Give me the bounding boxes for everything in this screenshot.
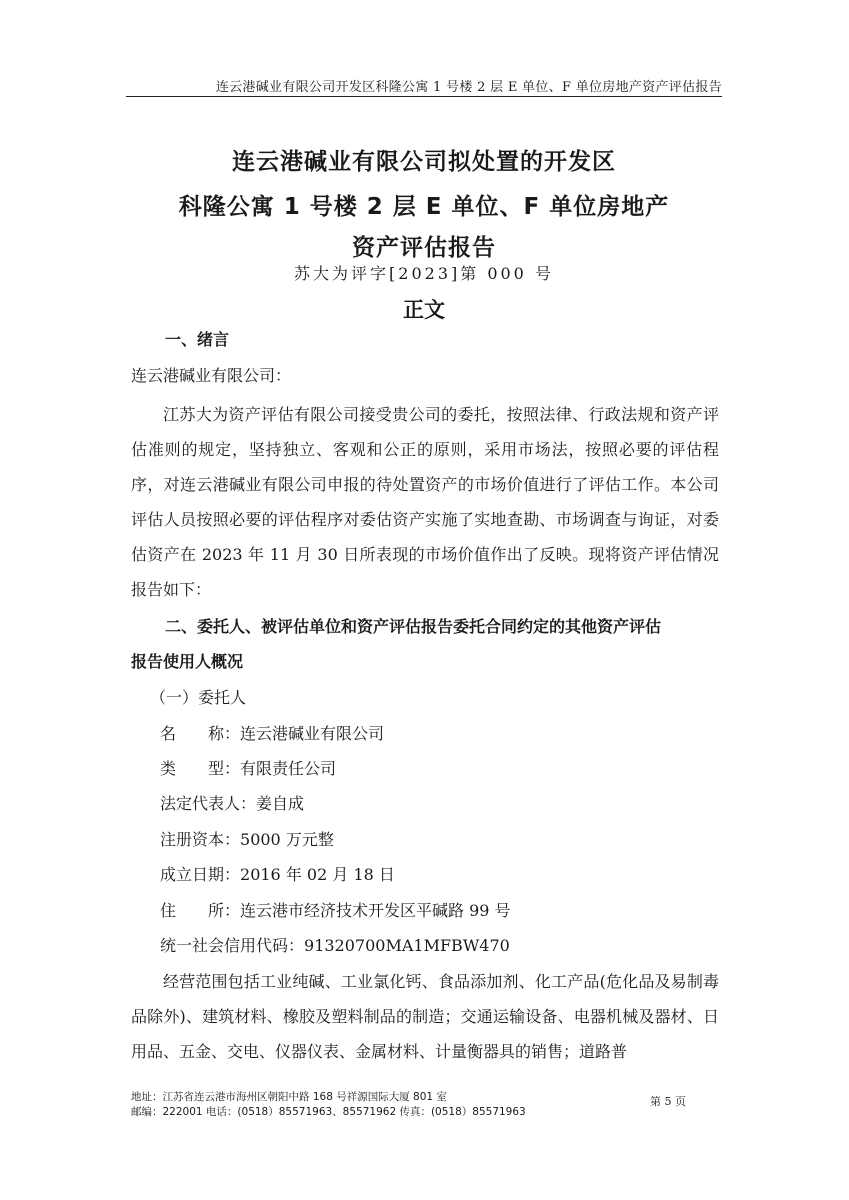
field-label: 注册资本： [160, 830, 241, 849]
field-legal-representative [160, 786, 304, 822]
section-2-heading-line-1: 二、委托人、被评估单位和资产评估报告委托合同约定的其他资产评估 [165, 617, 662, 636]
field-registered-capital [160, 822, 334, 858]
running-header: 连云港碱业有限公司开发区科隆公寓 1 号楼 2 层 E 单位、F 单位房地产资产评估报告 [215, 80, 722, 95]
business-scope-paragraph: 经营范围包括工业纯碱、工业氯化钙、食品添加剂、化工产品(危化品及易制毒品除外)、建筑材料、橡胶及塑料制品的制造；交通运输设备、电器机械及器材、日用品、五金、交电、仪器仪表、金属材料、计量衡器具的销售；道路普 [131, 972, 719, 1061]
salutation: 连云港碱业有限公司： [131, 366, 292, 385]
section-label: 正文 [403, 298, 445, 322]
field-label: 统一社会信用代码： [160, 936, 305, 955]
field-credit-code [160, 928, 510, 964]
field-value: 连云港市经济技术开发区平碱路 99 号 [240, 901, 511, 920]
field-value: 有限责任公司 [240, 759, 337, 778]
page-number: 第 5 页 [650, 1095, 686, 1108]
section-2-heading-line-2: 报告使用人概况 [131, 652, 244, 671]
field-address [160, 893, 511, 929]
field-label: 法定代表人： [160, 794, 257, 813]
field-label: 住 所： [160, 901, 241, 920]
sub-heading-client: （一）委托人 [150, 688, 247, 707]
field-value: 91320700MA1MFBW470 [304, 936, 510, 955]
field-value: 连云港碱业有限公司 [240, 724, 385, 743]
field-type [160, 751, 336, 787]
header-divider [126, 96, 722, 97]
report-number: 苏大为评字[2023]第 000 号 [294, 264, 554, 283]
report-title-line-1: 连云港碱业有限公司拟处置的开发区 [232, 149, 616, 175]
field-label: 成立日期： [160, 865, 241, 884]
field-value: 姜自成 [256, 794, 305, 813]
report-title-line-3: 资产评估报告 [352, 235, 496, 261]
field-name [160, 716, 384, 752]
intro-paragraph: 江苏大为资产评估有限公司接受贵公司的委托，按照法律、行政法规和资产评估准则的规定，坚持独立、客观和公正的原则，采用市场法，按照必要的评估程序，对连云港碱业有限公司申报的待处置资产的市场价值进行了评估工作。本公司评估人员按照必要的评估程序对委估资产实施了实地查勘、市场调查与询证，对委估资产在 2023 年 11 月 30 日所表现的市场价值作出了反映。现将资产评估情况报告如下： [131, 405, 719, 599]
field-label: 类 型： [160, 759, 241, 778]
footer-address: 地址：江苏省连云港市海州区朝阳中路 168 号祥源国际大厦 801 室 [131, 1091, 447, 1103]
field-value: 2016 年 02 月 18 日 [240, 865, 395, 884]
footer-contact: 邮编：222001 电话：(0518）85571963、85571962 传真：(0518）85571963 [131, 1106, 526, 1118]
field-label: 名 称： [160, 724, 241, 743]
report-title-line-2: 科隆公寓 1 号楼 2 层 E 单位、F 单位房地产 [178, 194, 670, 220]
section-1-heading: 一、绪言 [165, 330, 230, 349]
field-established-date [160, 857, 395, 893]
field-value: 5000 万元整 [240, 830, 334, 849]
